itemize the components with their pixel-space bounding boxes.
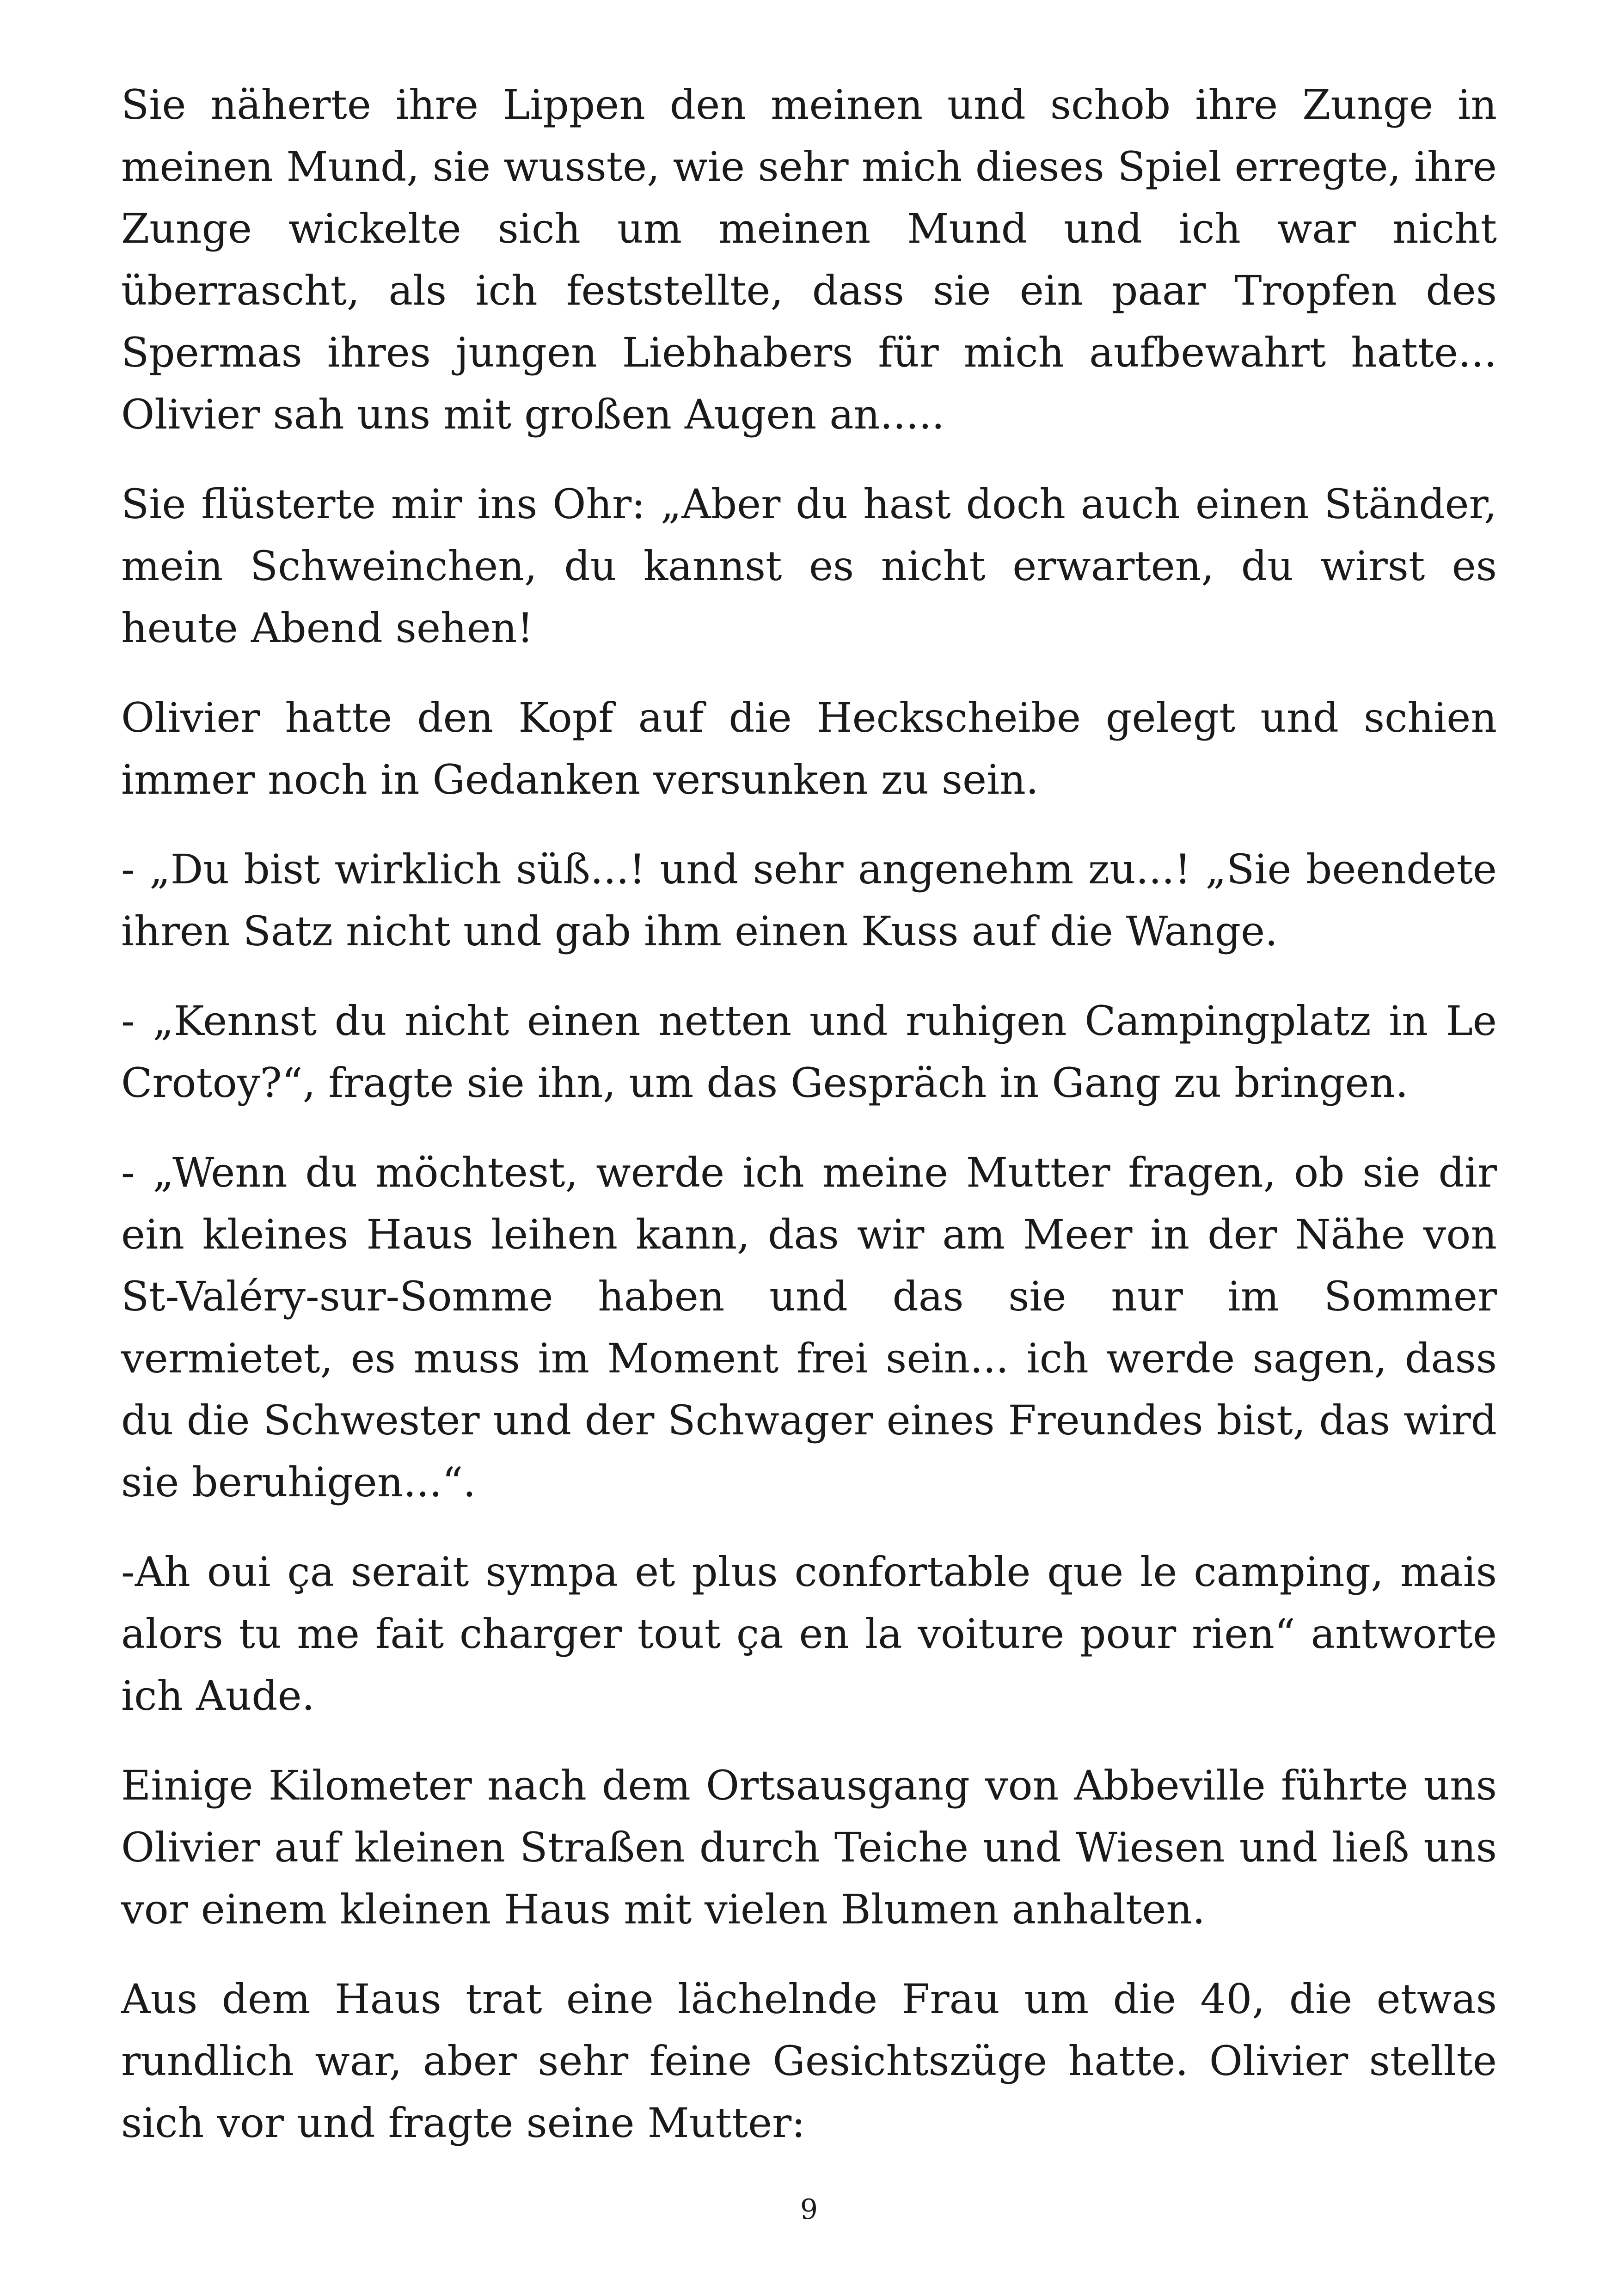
paragraph: - „Du bist wirklich süß...! und sehr angenehm zu...! „Sie beendete ihren Satz nicht und gab ihm einen Kuss auf die Wange. xyxy=(121,845,1497,955)
paragraph: Olivier hatte den Kopf auf die Heckscheibe gelegt und schien immer noch in Gedanken versunken zu sein. xyxy=(121,694,1497,803)
body-text xyxy=(121,74,1497,2182)
paragraph: Sie flüsterte mir ins Ohr: „Aber du hast doch auch einen Ständer, mein Schweinchen, du kannst es nicht erwarten, du wirst es heute Abend sehen! xyxy=(121,480,1497,652)
paragraph: - „Wenn du möchtest, werde ich meine Mutter fragen, ob sie dir ein kleines Haus leihen kann, das wir am Meer in der Nähe von St-Valéry-sur-Somme haben und das sie nur im Sommer vermietet, es muss im Moment frei sein... ich werde sagen, dass du die Schwester und der Schwager eines Freundes bist, das wird sie beruhigen...“. xyxy=(121,1149,1497,1506)
paragraph: Sie näherte ihre Lippen den meinen und schob ihre Zunge in meinen Mund, sie wusste, wie sehr mich dieses Spiel erregte, ihre Zunge wickelte sich um meinen Mund und ich war nicht überrascht, als ich feststellte, dass sie ein paar Tropfen des Spermas ihres jungen Liebhabers für mich aufbewahrt hatte... Olivier sah uns mit großen Augen an..... xyxy=(121,81,1497,438)
paragraph: - „Kennst du nicht einen netten und ruhigen Campingplatz in Le Crotoy?“, fragte sie ihn, um das Gespräch in Gang zu bringen. xyxy=(121,997,1497,1107)
paragraph: Einige Kilometer nach dem Ortsausgang von Abbeville führte uns Olivier auf kleinen Straßen durch Teiche und Wiesen und ließ uns vor einem kleinen Haus mit vielen Blumen anhalten. xyxy=(121,1762,1497,1933)
page-number: 9 xyxy=(800,2193,818,2226)
paragraph: Aus dem Haus trat eine lächelnde Frau um die 40, die etwas rundlich war, aber sehr feine Gesichtszüge hatte. Olivier stellte sich vor und fragte seine Mutter: xyxy=(121,1975,1497,2147)
paragraph: -Ah oui ça serait sympa et plus confortable que le camping, mais alors tu me fait charger tout ça en la voiture pour rien“ antworte ich Aude. xyxy=(121,1548,1497,1720)
